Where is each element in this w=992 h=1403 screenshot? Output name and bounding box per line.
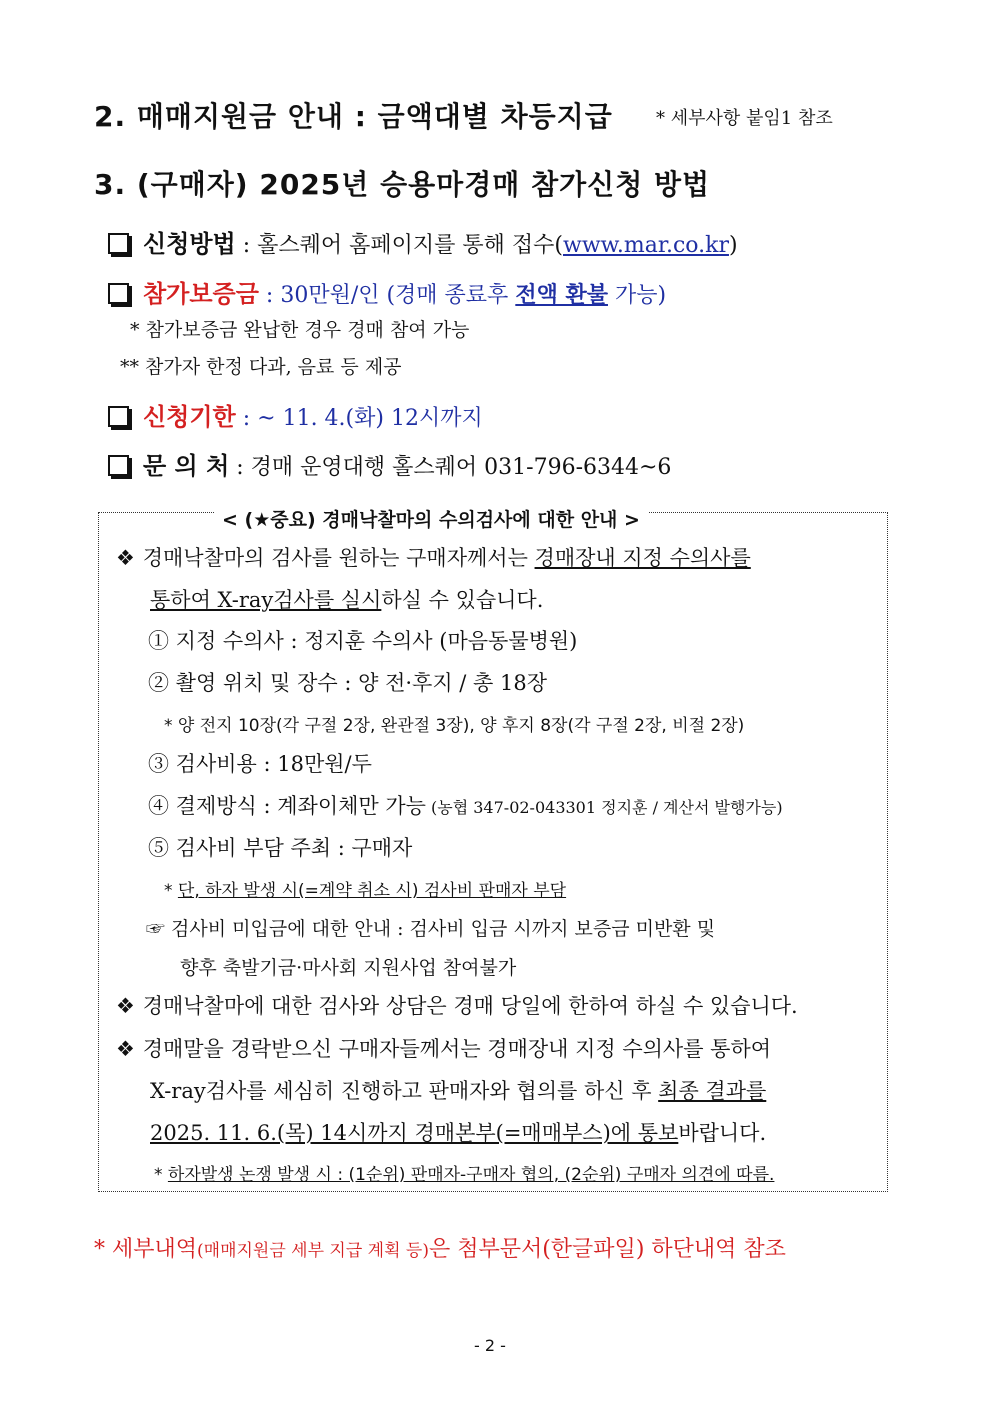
notice-item-1: ① 지정 수의사 : 정지훈 수의사 (마음동물병원) [148,629,578,653]
notice-final-note: * 하자발생 논쟁 발생 시 : (1순위) 판매자-구매자 협의, (2순위) 구매자 의견에 따름. [154,1165,775,1185]
section2-note: * 세부사항 붙임1 참조 [656,108,833,129]
checkbox-icon [108,283,129,304]
section2-title: 2. 매매지원금 안내 : 금액대별 차등지급 [94,100,613,133]
notice-bullet-1: ❖ 경매낙찰마의 검사를 원하는 구매자께서는 경매장내 지정 수의사를 [116,546,751,570]
notice-bullet-3-cont-2: 2025. 11. 6.(목) 14시까지 경매본부(=매매부스)에 통보바랍니다. [150,1121,767,1145]
checkbox-icon [108,455,129,476]
method-row [108,224,738,259]
deposit-note-2: ** 참가자 한정 다과, 음료 등 제공 [120,356,402,378]
deadline-row [108,397,483,432]
notice-warning-2: 향후 축발기금·마사회 지원사업 참여불가 [180,957,517,979]
deadline-text: : ~ 11. 4.(화) 12시까지 [235,406,483,431]
notice-item-2-note: * 양 전지 10장(각 구절 2장, 완관절 3장), 양 후지 8장(각 구절 2장, 비절 2장) [164,716,745,736]
contact-row [108,446,671,481]
notice-item-2: ② 촬영 위치 및 장수 : 양 전·후지 / 총 18장 [148,671,548,695]
notice-item-5: ⑤ 검사비 부담 주최 : 구매자 [148,836,413,860]
diamond-bullet-icon: ❖ [116,546,135,570]
diamond-bullet-icon: ❖ [116,994,135,1018]
method-text: : 홀스퀘어 홈페이지를 통해 접수( [235,233,563,258]
checkbox-icon [108,406,129,427]
notice-bullet-3: ❖ 경매말을 경락받으신 구매자들께서는 경매장내 지정 수의사를 통하여 [116,1037,772,1061]
deposit-label: 참가보증금 [143,279,259,308]
contact-text: : 경매 운영대행 홀스퀘어 031-796-6344~6 [229,455,672,480]
notice-bullet-1-cont: 통하여 X-ray검사를 실시하실 수 있습니다. [150,588,544,612]
diamond-bullet-icon: ❖ [116,1037,135,1061]
method-close: ) [728,233,738,258]
notice-warning-1: ☞ 검사비 미입금에 대한 안내 : 검사비 입금 시까지 보증금 미반환 및 [146,918,716,940]
deposit-row [108,274,666,309]
notice-item-3: ③ 검사비용 : 18만원/두 [148,752,372,776]
method-label: 신청방법 [143,229,236,258]
deposit-close: 가능) [607,283,667,308]
homepage-link[interactable]: www.mar.co.kr [563,233,729,258]
deposit-text: : 30만원/인 (경매 종료후 [258,283,516,308]
notice-item-4: ④ 결제방식 : 계좌이체만 가능 (농협 347-02-043301 정지훈 / 계산서 발행가능) [148,794,783,818]
checkbox-icon [108,233,129,254]
notice-bullet-2: ❖ 경매낙찰마에 대한 검사와 상담은 경매 당일에 한하여 하실 수 있습니다. [116,994,798,1018]
notice-title: < (★중요) 경매낙찰마의 수의검사에 대한 안내 > [214,505,648,532]
contact-label: 문 의 처 [143,451,230,480]
deposit-note-1: * 참가보증금 완납한 경우 경매 참여 가능 [130,319,470,341]
notice-bullet-3-cont-1: X-ray검사를 세심히 진행하고 판매자와 협의를 하신 후 최종 결과를 [150,1079,767,1103]
deposit-emphasis: 전액 환불 [515,282,608,308]
notice-item-5-note: * 단, 하자 발생 시(=계약 취소 시) 검사비 판매자 부담 [164,881,567,901]
section3-title: 3. (구매자) 2025년 승용마경매 참가신청 방법 [94,168,711,201]
page-number: - 2 - [474,1336,506,1355]
footer-note: * 세부내역(매매지원금 세부 지급 계획 등)은 첨부문서(한글파일) 하단내역 참조 [94,1237,786,1262]
deadline-label: 신청기한 [143,402,236,431]
